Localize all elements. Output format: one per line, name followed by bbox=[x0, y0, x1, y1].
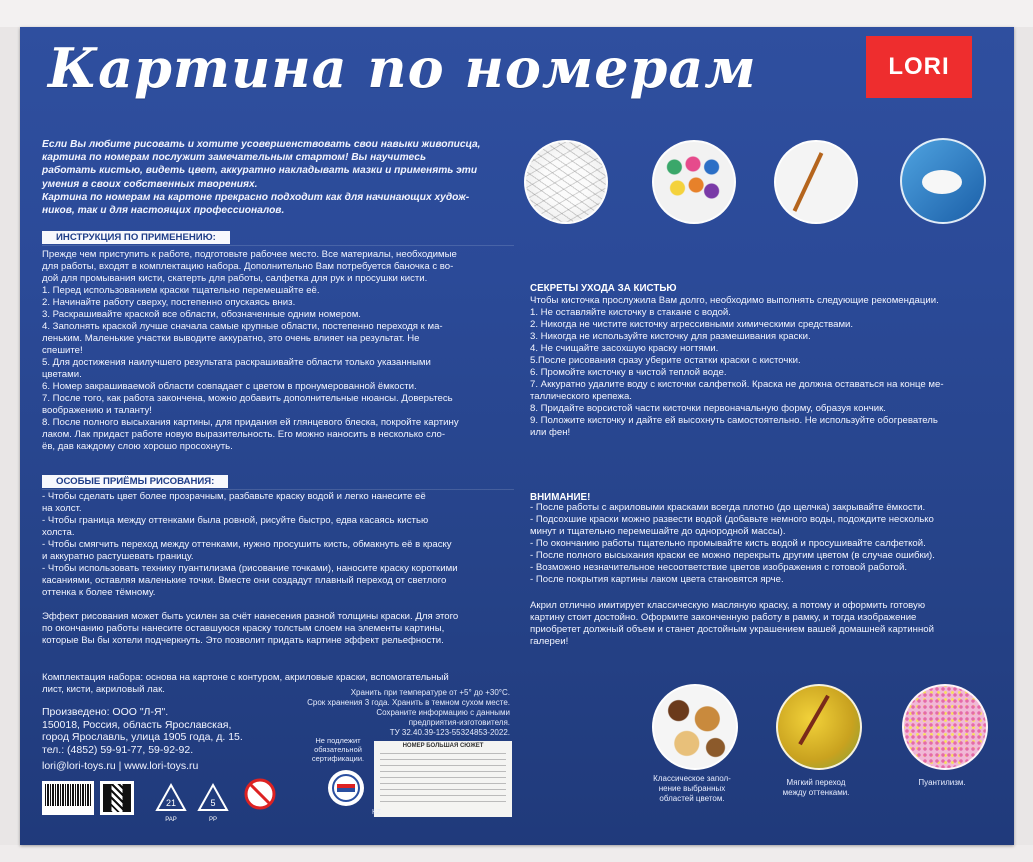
technique-line: по окончанию работы нанесите оставшуюся краску толстым слоем на элементы картины, bbox=[42, 623, 445, 634]
intro-line: умения в своих собственных творениях. bbox=[42, 178, 258, 190]
caption-pointillism bbox=[896, 778, 988, 788]
acrylic-line: Акрил отлично имитирует классическую масляную краску, а потому и оформить готовую bbox=[530, 600, 926, 611]
caption-classic-fill bbox=[646, 774, 738, 804]
care-line: Чтобы кисточка прослужила Вам долго, необходимо выполнять следующие рекомендации. bbox=[530, 295, 939, 306]
instruction-line: для работы, входят в комплектацию набора. Дополнительно Вам потребуется баночка с во- bbox=[42, 261, 454, 272]
storage-line: Сохраните информацию с данными bbox=[376, 708, 510, 717]
recycle-pp-icon bbox=[196, 782, 230, 823]
instruction-line: дой для промывания кисти, скатерть для работы, салфетка для рук и просушки кисти. bbox=[42, 273, 428, 284]
qr-code bbox=[100, 781, 134, 815]
box-top-edge bbox=[0, 0, 1033, 27]
producer-line: Произведено: ООО "Л-Я". bbox=[42, 706, 169, 718]
recycle-pap-label: PAP bbox=[165, 817, 177, 823]
producer-line: город Ярославль, улица 1905 года, д. 15. bbox=[42, 731, 243, 743]
kz-mark: KZ bbox=[372, 809, 381, 816]
care-line: таллического крепежа. bbox=[530, 391, 632, 402]
website-contacts: lori@lori-toys.ru | www.lori-toys.ru bbox=[42, 760, 199, 772]
instruction-line: 6. Номер закрашиваемой области совпадает с цветом в пронумерованной ёмкости. bbox=[42, 381, 417, 392]
care-line: 7. Аккуратно удалите воду с кисточки салфеткой. Краска не должна оставаться на конце ме- bbox=[530, 379, 944, 390]
technique-line: - Чтобы использовать технику пуантилизма (рисование точками), наносите краску короткими bbox=[42, 563, 458, 574]
box-bottom-edge bbox=[0, 845, 1033, 862]
divider bbox=[42, 245, 514, 246]
care-line: 4. Не счищайте засохшую краску ногтями. bbox=[530, 343, 719, 354]
producer-text bbox=[42, 706, 243, 756]
technique-line: Эффект рисования может быть усилен за счёт нанесения разной толщины краски. Для этого bbox=[42, 611, 459, 622]
intro-line: ников, так и для настоящих профессионалов. bbox=[42, 205, 285, 217]
care-line: 5.После рисования сразу уберите остатки краски с кисточки. bbox=[530, 355, 801, 366]
example-outline-image bbox=[524, 140, 608, 224]
divider bbox=[42, 489, 514, 490]
technique-line: на холст. bbox=[42, 503, 82, 514]
example-brush-outline-image bbox=[774, 140, 858, 224]
barcode bbox=[42, 781, 94, 815]
instruction-line: 8. После полного высыхания картины, для придания ей глянцевого блеска, покройте картину bbox=[42, 417, 459, 428]
instruction-line: 1. Перед использованием краски тщательно перемешайте её. bbox=[42, 285, 320, 296]
instruction-line: 4. Заполнять краской лучше сначала самые крупные области, постепенно переходя к ма- bbox=[42, 321, 443, 332]
technique-line: которые Вы бы хотели подчеркнуть. Это позволит придать картине эффект рельефности. bbox=[42, 635, 444, 646]
acrylic-line: галереи! bbox=[530, 636, 569, 647]
example-soft-blend-image bbox=[776, 684, 862, 770]
acrylic-line: приобретет должный объем и станет достойным украшением вашей домашней картинной bbox=[530, 624, 934, 635]
technique-line: касаниями, оставляя маленькие точки. Вместе они создадут плавный переход от светлого bbox=[42, 575, 447, 586]
instruction-line: воображению и таланту! bbox=[42, 405, 152, 416]
attention-line: - После покрытия картины лаком цвета становятся ярче. bbox=[530, 574, 784, 585]
technique-line: и аккуратно растушевать границу. bbox=[42, 551, 194, 562]
instruction-line: леньким. Маленькие участки выводите аккуратно, это очень влияет на результат. Не bbox=[42, 333, 420, 344]
intro-line: Если Вы любите рисовать и хотите усовершенствовать свои навыки живописца, bbox=[42, 139, 481, 150]
product-title: Картина по номерам bbox=[48, 36, 757, 100]
certification-note bbox=[308, 736, 368, 763]
care-header: СЕКРЕТЫ УХОДА ЗА КИСТЬЮ bbox=[530, 283, 677, 294]
care-line: 8. Придайте ворсистой части кисточки первоначальную форму, образуя кончик. bbox=[530, 403, 886, 414]
care-line: 2. Никогда не чистите кисточку агрессивными химическими средствами. bbox=[530, 319, 854, 330]
attention-line: - Возможно незначительное несоответствие цветов изображения с готовой работой. bbox=[530, 562, 907, 573]
care-line: 3. Никогда не используйте кисточку для размешивания краски. bbox=[530, 331, 811, 342]
label-fine-print bbox=[380, 753, 506, 803]
storage-info bbox=[300, 688, 510, 738]
intro-text bbox=[42, 138, 481, 217]
care-line: 6. Промойте кисточку в чистой теплой воде. bbox=[530, 367, 727, 378]
instruction-line: 5. Для достижения наилучшего результата раскрашивайте области только указанными bbox=[42, 357, 431, 368]
attention-line: - После полного высыхания краски ее можно перекрыть другим цветом (в случае ошибки). bbox=[530, 550, 935, 561]
care-line: 9. Положите кисточку и дайте ей высохнуть самостоятельно. Не используйте обогреватель bbox=[530, 415, 938, 426]
storage-line: предприятия-изготовителя. bbox=[408, 718, 510, 727]
techniques-text bbox=[42, 491, 458, 647]
technique-line: холста. bbox=[42, 527, 75, 538]
instruction-line: 7. После того, как работа закончена, можно добавить дополнительные нюансы. Доверьтесь bbox=[42, 393, 453, 404]
caption-line: областей цветом. bbox=[659, 794, 725, 803]
instruction-line: цветами. bbox=[42, 369, 82, 380]
technique-line bbox=[42, 599, 458, 611]
producer-line: 150018, Россия, область Ярославская, bbox=[42, 718, 232, 731]
recycle-pp-label: PP bbox=[208, 817, 217, 823]
instruction-line: лаком. Лак придаст работе новую выразительность. Его можно наносить в несколько сло- bbox=[42, 429, 446, 440]
acrylic-note bbox=[530, 600, 934, 648]
example-pointillism-image bbox=[902, 684, 988, 770]
care-line: или фен! bbox=[530, 427, 571, 438]
caption-line: Мягкий переход bbox=[786, 778, 846, 787]
technique-line: - Чтобы сделать цвет более прозрачным, разбавьте краску водой и легко нанесите её bbox=[42, 491, 426, 502]
instructions-text bbox=[42, 249, 459, 453]
storage-line: ТУ 32.40.39-123-55324853-2022. bbox=[389, 728, 510, 737]
age-warning-icon bbox=[240, 776, 280, 816]
example-paint-pots-image bbox=[652, 140, 736, 224]
attention-header: ВНИМАНИЕ! bbox=[530, 492, 591, 503]
care-text bbox=[530, 295, 944, 439]
attention-line: - После работы с акриловыми красками всегда плотно (до щелчка) закрывайте ёмкости. bbox=[530, 502, 926, 513]
instruction-line: 2. Начинайте работу сверху, постепенно опускаясь вниз. bbox=[42, 297, 296, 308]
caption-line: Пуантилизм. bbox=[918, 778, 966, 787]
attention-line: - По окончанию работы тщательно промывайте кисть водой и просушивайте салфеткой. bbox=[530, 538, 926, 549]
acrylic-line: картину стоит достойно. Оформите законченную работу в рамку, и тогда изображение bbox=[530, 612, 917, 623]
attention-line: минут и тщательно перемешайте до однородной массы). bbox=[530, 526, 786, 537]
storage-line: Хранить при температуре от +5° до +30°С. bbox=[350, 688, 510, 697]
cert-line: обязательной bbox=[314, 745, 362, 754]
product-label-sticker bbox=[374, 741, 512, 817]
kit-line: Комплектация набора: основа на картоне с контуром, акриловые краски, вспомогательный bbox=[42, 672, 449, 683]
caption-soft-blend bbox=[770, 778, 862, 798]
producer-line: тел.: (4852) 59-91-77, 59-92-92. bbox=[42, 743, 194, 756]
technique-line: - Чтобы граница между оттенками была ровной, рисуйте быстро, едва касаясь кистью bbox=[42, 515, 429, 526]
care-line: 1. Не оставляйте кисточку в стакане с водой. bbox=[530, 307, 731, 318]
intro-line: картина по номерам послужит замечательным стартом! Вы научитесь bbox=[42, 152, 427, 164]
cert-line: Не подлежит bbox=[315, 736, 361, 745]
example-painted-image bbox=[900, 138, 986, 224]
box-right-edge bbox=[1014, 27, 1033, 845]
technique-line: - Чтобы смягчить переход между оттенками, нужно просушить кисть, обмакнуть её в краску bbox=[42, 539, 452, 550]
attention-line: - Подсохшие краски можно развести водой (добавьте немного воды, подождите несколько bbox=[530, 514, 934, 525]
kit-line: лист, кисти, акриловый лак. bbox=[42, 684, 165, 695]
label-title: НОМЕР БОЛЬШАЯ СЮЖЕТ bbox=[402, 743, 484, 749]
attention-text bbox=[530, 502, 935, 586]
recycle-pap-number: 21 bbox=[165, 798, 177, 808]
technique-line: оттенка к более тёмному. bbox=[42, 587, 156, 598]
intro-line: Картина по номерам на картоне прекрасно подходит как для начинающих худож- bbox=[42, 191, 470, 203]
brand-logo: LORI bbox=[866, 36, 972, 98]
instruction-line: ёв, дав каждому слою хорошо просохнуть. bbox=[42, 441, 233, 452]
safety-seal-icon bbox=[326, 768, 366, 808]
cert-line: сертификации. bbox=[311, 754, 365, 763]
recycle-pp-number: 5 bbox=[210, 798, 216, 808]
instruction-line: 3. Раскрашивайте краской все области, обозначенные одним номером. bbox=[42, 309, 361, 320]
caption-line: нение выбранных bbox=[658, 784, 726, 793]
instruction-line: спешите! bbox=[42, 345, 83, 356]
caption-line: между оттенками. bbox=[782, 788, 850, 797]
techniques-header: ОСОБЫЕ ПРИЁМЫ РИСОВАНИЯ: bbox=[42, 475, 228, 488]
instructions-header: ИНСТРУКЦИЯ ПО ПРИМЕНЕНИЮ: bbox=[42, 231, 230, 244]
recycle-pap-icon bbox=[154, 782, 188, 823]
caption-line: Классическое запол- bbox=[653, 774, 731, 783]
instruction-line: Прежде чем приступить к работе, подготовьте рабочее место. Все материалы, необходимые bbox=[42, 249, 457, 260]
box-left-edge bbox=[0, 27, 20, 845]
intro-line: работать кистью, видеть цвет, аккуратно накладывать мазки и применять эти bbox=[42, 165, 478, 177]
storage-line: Срок хранения 3 года. Хранить в темном сухом месте. bbox=[307, 698, 510, 707]
example-classic-fill-image bbox=[652, 684, 738, 770]
